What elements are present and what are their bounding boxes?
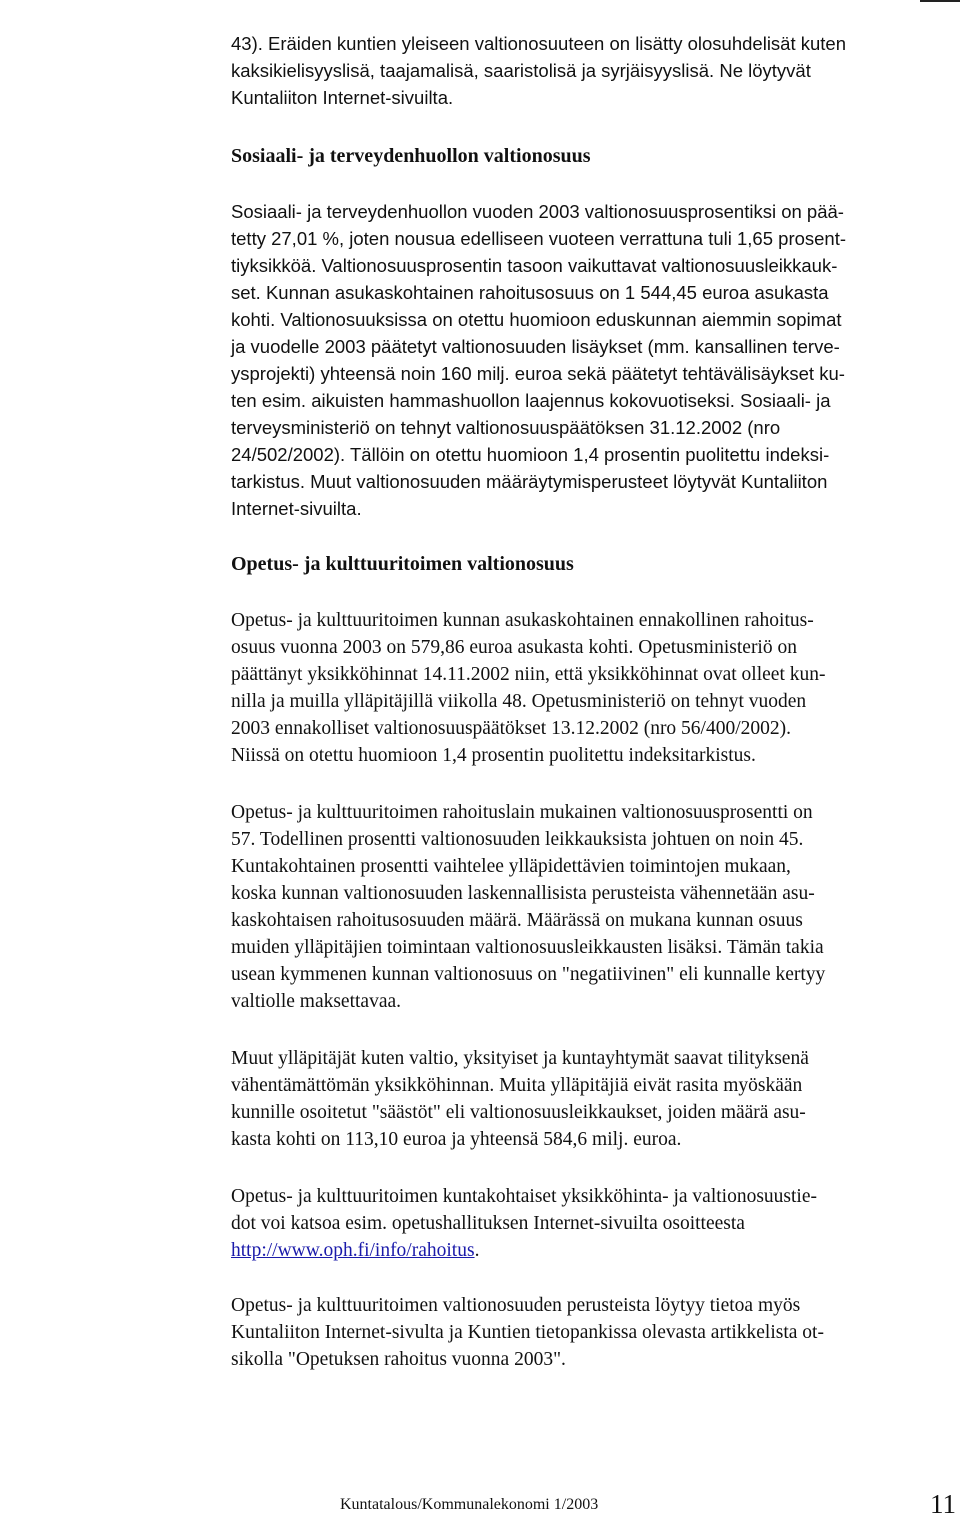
- paragraph-line: ja vuodelle 2003 päätetyt valtionosuuden lisäykset (mm. kansallinen terve-: [231, 336, 840, 357]
- top-rule: [920, 0, 960, 2]
- paragraph-line: Niissä on otettu huomioon 1,4 prosentin puolitettu indeksitarkistus.: [231, 745, 756, 766]
- paragraph-line: Opetus- ja kulttuuritoimen valtionosuuden perusteista löytyy tietoa myös: [231, 1295, 801, 1316]
- page-number: 11: [930, 1489, 956, 1519]
- paragraph-line: sikolla "Opetuksen rahoitus vuonna 2003".: [231, 1349, 566, 1370]
- paragraph-line: 24/502/2002). Tällöin on otettu huomioon 1,4 prosentin puolitettu indeksi-: [231, 444, 830, 465]
- paragraph-line: [231, 1237, 817, 1264]
- section-paragraph: [231, 1045, 809, 1153]
- section-paragraph: [231, 1183, 817, 1264]
- paragraph-line: Sosiaali- ja terveydenhuollon vuoden 2003 valtionosuusprosentiksi on pää-: [231, 201, 844, 222]
- section-paragraph: [231, 1292, 824, 1373]
- paragraph-line: tiyksikköä. Valtionosuusprosentin tasoon vaikuttavat valtionosuusleikkauk-: [231, 255, 838, 276]
- paragraph-line: valtiolle maksettavaa.: [231, 991, 402, 1012]
- section-heading-education-culture: Opetus- ja kulttuuritoimen valtionosuus: [231, 553, 574, 575]
- paragraph-line: osuus vuonna 2003 on 579,86 euroa asukasta kohti. Opetusministeriö on: [231, 637, 797, 658]
- paragraph-line: päättänyt yksikköhinnat 14.11.2002 niin, että yksikköhinnat ovat olleet kun-: [231, 664, 826, 685]
- paragraph-line: 57. Todellinen prosentti valtionosuuden leikkauksista johtuen on noin 45.: [231, 829, 804, 850]
- paragraph-line: vähentämättömän yksikköhinnan. Muita ylläpitäjiä eivät rasita myöskään: [231, 1075, 803, 1096]
- paragraph-line: Opetus- ja kulttuuritoimen kuntakohtaiset yksikköhinta- ja valtionosuustie-: [231, 1186, 817, 1207]
- paragraph-line: Opetus- ja kulttuuritoimen rahoituslain mukainen valtionosuusprosentti on: [231, 802, 813, 823]
- paragraph-line: dot voi katsoa esim. opetushallituksen Internet-sivuilta osoitteesta: [231, 1213, 745, 1234]
- publication-footer: Kuntatalous/Kommunalekonomi 1/2003: [340, 1496, 599, 1513]
- paragraph-line: 2003 ennakolliset valtionosuuspäätökset 13.12.2002 (nro 56/400/2002).: [231, 718, 792, 739]
- link-suffix: .: [474, 1240, 480, 1261]
- paragraph-line: tetty 27,01 %, joten nousua edelliseen vuoteen verrattuna tuli 1,65 prosent-: [231, 228, 847, 249]
- paragraph-line: Kuntakohtainen prosentti vaihtelee ylläpidettävien toimintojen mukaan,: [231, 856, 791, 877]
- paragraph-line: usean kymmenen kunnan valtionosuus on "negatiivinen" eli kunnalle kertyy: [231, 964, 826, 985]
- footnote-line: Kuntaliiton Internet-sivuilta.: [231, 87, 454, 108]
- footnote-line: 43). Eräiden kuntien yleiseen valtionosuuteen on lisätty olosuhdelisät kuten: [231, 33, 847, 54]
- paragraph-line: muiden ylläpitäjien toimintaan valtionosuusleikkausten lisäksi. Tämän takia: [231, 937, 824, 958]
- paragraph-line: kaskohtaisen rahoitusosuuden määrä. Määrässä on mukana kunnan osuus: [231, 910, 803, 931]
- paragraph-line: ysprojekti) yhteensä noin 160 milj. euroa sekä päätetyt tehtävälisäykset ku-: [231, 363, 845, 384]
- paragraph-line: ten esim. aikuisten hammashuollon laajennus kokovuotiseksi. Sosiaali- ja: [231, 390, 831, 411]
- oph-rahoitus-link[interactable]: http://www.oph.fi/info/rahoitus: [231, 1240, 475, 1261]
- paragraph-line: set. Kunnan asukaskohtainen rahoitusosuus on 1 544,45 euroa asukasta: [231, 282, 829, 303]
- paragraph-line: kunnille osoitetut "säästöt" eli valtionosuusleikkaukset, joiden määrä asu-: [231, 1102, 806, 1123]
- paragraph-line: kohti. Valtionosuuksissa on otettu huomioon eduskunnan aiemmin sopimat: [231, 309, 842, 330]
- paragraph-line: kasta kohti on 113,10 euroa ja yhteensä 584,6 milj. euroa.: [231, 1129, 682, 1150]
- section-paragraph: [231, 799, 825, 1015]
- paragraph-line: Internet-sivuilta.: [231, 498, 362, 519]
- paragraph-line: terveysministeriö on tehnyt valtionosuuspäätöksen 31.12.2002 (nro: [231, 417, 781, 438]
- footnote: [231, 30, 846, 111]
- section-paragraph: [231, 198, 846, 522]
- footnote-line: kaksikielisyyslisä, taajamalisä, saaristolisä ja syrjäisyyslisä. Ne löytyvät: [231, 60, 811, 81]
- paragraph-line: Kuntaliiton Internet-sivulta ja Kuntien tietopankissa olevasta artikkelista ot-: [231, 1322, 824, 1343]
- paragraph-line: nilla ja muilla ylläpitäjillä viikolla 48. Opetusministeriö on tehnyt vuoden: [231, 691, 807, 712]
- section-heading-social-health: Sosiaali- ja terveydenhuollon valtionosuus: [231, 145, 591, 167]
- paragraph-line: Opetus- ja kulttuuritoimen kunnan asukaskohtainen ennakollinen rahoitus-: [231, 610, 814, 631]
- paragraph-line: tarkistus. Muut valtionosuuden määräytymisperusteet löytyvät Kuntaliiton: [231, 471, 828, 492]
- paragraph-line: koska kunnan valtionosuuden laskennallisista perusteista vähennetään asu-: [231, 883, 815, 904]
- paragraph-line: Muut ylläpitäjät kuten valtio, yksityiset ja kuntayhtymät saavat tilityksenä: [231, 1048, 809, 1069]
- section-paragraph: [231, 607, 825, 769]
